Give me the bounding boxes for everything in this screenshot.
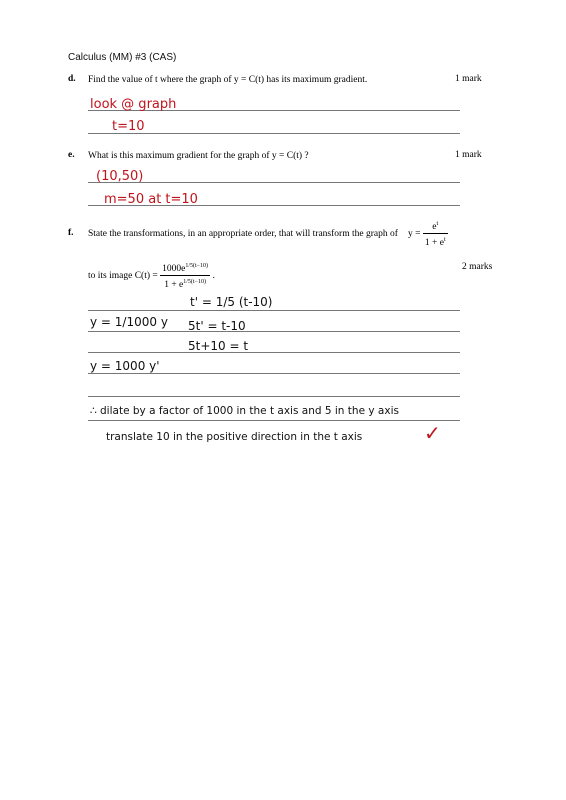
question-e-text: What is this maximum gradient for the graph of y = C(t) ?	[88, 151, 309, 161]
question-e-label: e.	[68, 150, 75, 160]
tick-mark-icon: ✓	[424, 421, 441, 445]
question-d-label: d.	[68, 74, 76, 84]
work-f-line-5: y = 1000 y'	[90, 359, 160, 373]
work-f-line-3: 5t+10 = t	[188, 339, 249, 353]
work-f-line-2: 5t' = t-10	[188, 319, 246, 333]
question-f-text: State the transformations, in an appropriate order, that will transform the graph of	[88, 229, 398, 239]
work-f-line-1: t' = 1/5 (t-10)	[190, 295, 273, 309]
answer-e-line-2: m=50 at t=10	[104, 192, 198, 207]
answer-d-line-2: t=10	[112, 119, 145, 134]
question-f-original-equation: y = $\frac{e^t}{1 + e^t}$	[408, 218, 448, 249]
question-f-marks: 2 marks	[462, 262, 493, 272]
answer-f-line-1: ∴ dilate by a factor of 1000 in the t axis and 5 in the y axis	[90, 405, 399, 417]
question-d-text: Find the value of t where the graph of y = C(t) has its maximum gradient.	[88, 75, 368, 85]
question-f-image-equation: to its image C(t) = $\frac{1000e^{1/5(t-10)}}{1 + e^{1/5(t-10)}}$ .	[88, 260, 215, 291]
question-d-marks: 1 mark	[455, 74, 482, 84]
answer-d-line-1: look @ graph	[90, 97, 177, 112]
page-header: Calculus (MM) #3 (CAS)	[68, 52, 177, 63]
work-f-line-4: y = 1/1000 y	[90, 315, 168, 329]
answer-f-line-2: translate 10 in the positive direction in the t axis	[106, 431, 363, 443]
question-f-label: f.	[68, 228, 74, 238]
answer-e-line-1: (10,50)	[96, 169, 144, 184]
question-e-marks: 1 mark	[455, 150, 482, 160]
